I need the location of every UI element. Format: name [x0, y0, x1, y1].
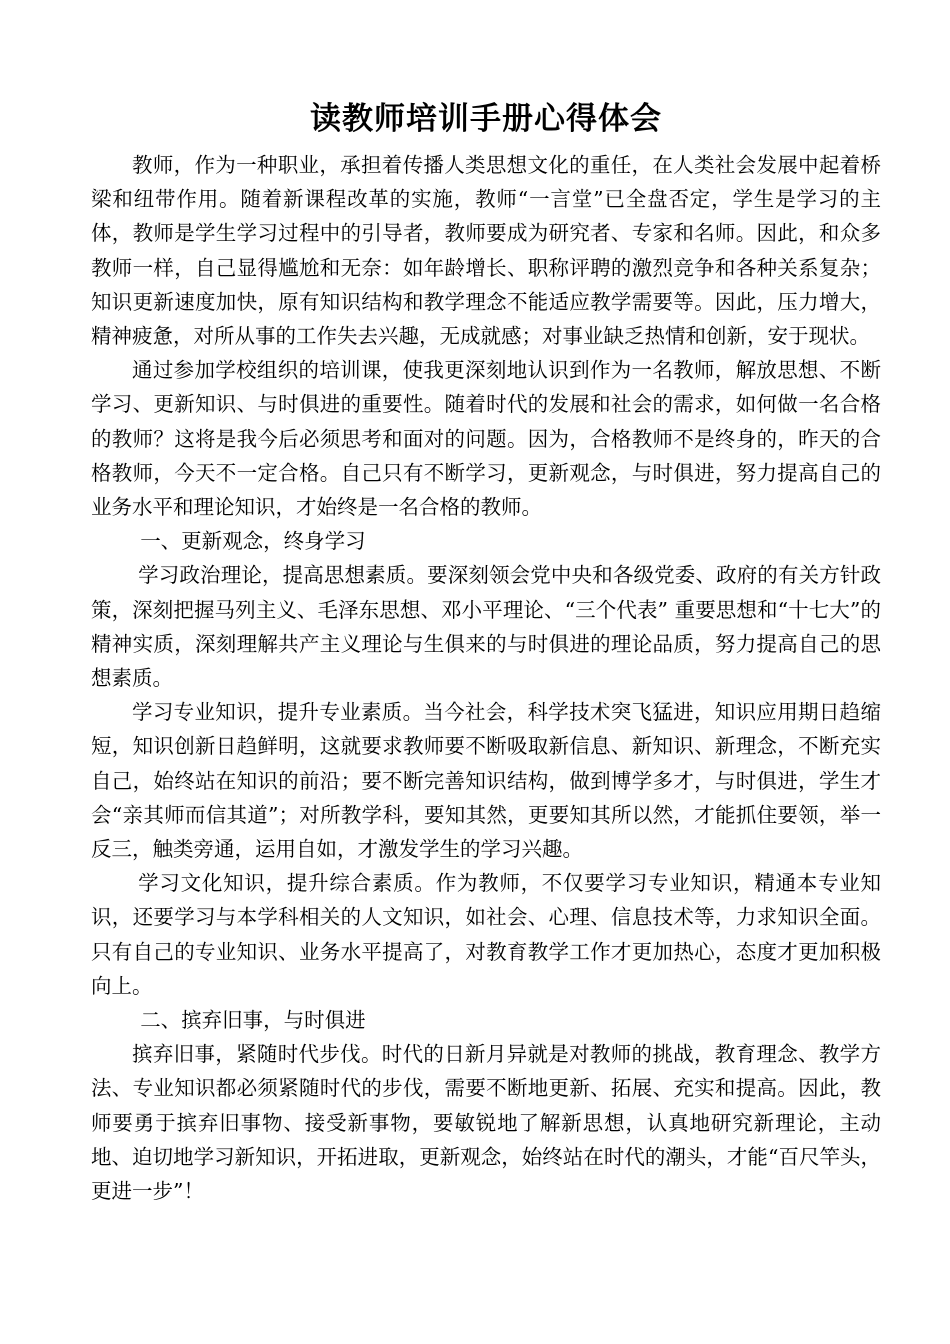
section-1-paragraph-1: 学习政治理论，提高思想素质。要深刻领会党中央和各级党委、政府的有关方针政策，深刻把握马列主义、毛泽东思想、邓小平理论、“三个代表” 重要思想和“十七大”的精神实质，深刻理解共产主义理论与生俱来的与时俱进的理论品质，努力提高自己的思想素质。: [91, 563, 881, 691]
section-1-heading: 一、更新观念，终身学习: [140, 529, 366, 554]
intro-paragraph-2: 通过参加学校组织的培训课，使我更深刻地认识到作为一名教师，解放思想、不断学习、更新知识、与时俱进的重要性。随着时代的发展和社会的需求，如何做一名合格的教师？这将是我今后必须思考和面对的问题。因为，合格教师不是终身的，昨天的合格教师，今天不一定合格。自己只有不断学习，更新观念，与时俱进，努力提高自己的业务水平和理论知识，才始终是一名合格的教师。: [91, 358, 881, 520]
section-2-heading: 二、摈弃旧事，与时俱进: [140, 1008, 366, 1033]
intro-paragraph-1: 教师，作为一种职业，承担着传播人类思想文化的重任，在人类社会发展中起着桥梁和纽带作用。随着新课程改革的实施，教师“一言堂”已全盘否定，学生是学习的主体，教师是学生学习过程中的引导者，教师要成为研究者、专家和名师。因此，和众多教师一样，自己显得尴尬和无奈：如年龄增长、职称评聘的激烈竞争和各种关系复杂；知识更新速度加快，原有知识结构和教学理念不能适应教学需要等。因此，压力增大，精神疲惫，对所从事的工作失去兴趣，无成就感；对事业缺乏热情和创新，安于现状。: [91, 153, 881, 349]
section-1-paragraph-2: 学习专业知识，提升专业素质。当今社会，科学技术突飞猛进，知识应用期日趋缩短，知识创新日趋鲜明，这就要求教师要不断吸取新信息、新知识、新理念，不断充实自己，始终站在知识的前沿；要不断完善知识结构，做到博学多才，与时俱进，学生才会“亲其师而信其道”；对所教学科，要知其然，更要知其所以然，才能抓住要领，举一反三，触类旁通，运用自如，才激发学生的学习兴趣。: [91, 700, 881, 862]
section-2-paragraph-1: 摈弃旧事，紧随时代步伐。时代的日新月异就是对教师的挑战，教育理念、教学方法、专业知识都必须紧随时代的步伐，需要不断地更新、拓展、充实和提高。因此，教师要勇于摈弃旧事物、接受新事物，要敏锐地了解新思想，认真地研究新理论，主动地、迫切地学习新知识，开拓进取，更新观念，始终站在时代的潮头，才能“百尺竿头，更进一步”！: [91, 1042, 881, 1204]
section-1-paragraph-3: 学习文化知识，提升综合素质。作为教师，不仅要学习专业知识，精通本专业知识，还要学习与本学科相关的人文知识，如社会、心理、信息技术等，力求知识全面。只有自己的专业知识、业务水平提高了，对教育教学工作才更加热心，态度才更加积极向上。: [91, 871, 881, 998]
document-page: [91, 92, 881, 1208]
document-title: 读教师培训手册心得体会: [310, 101, 662, 137]
